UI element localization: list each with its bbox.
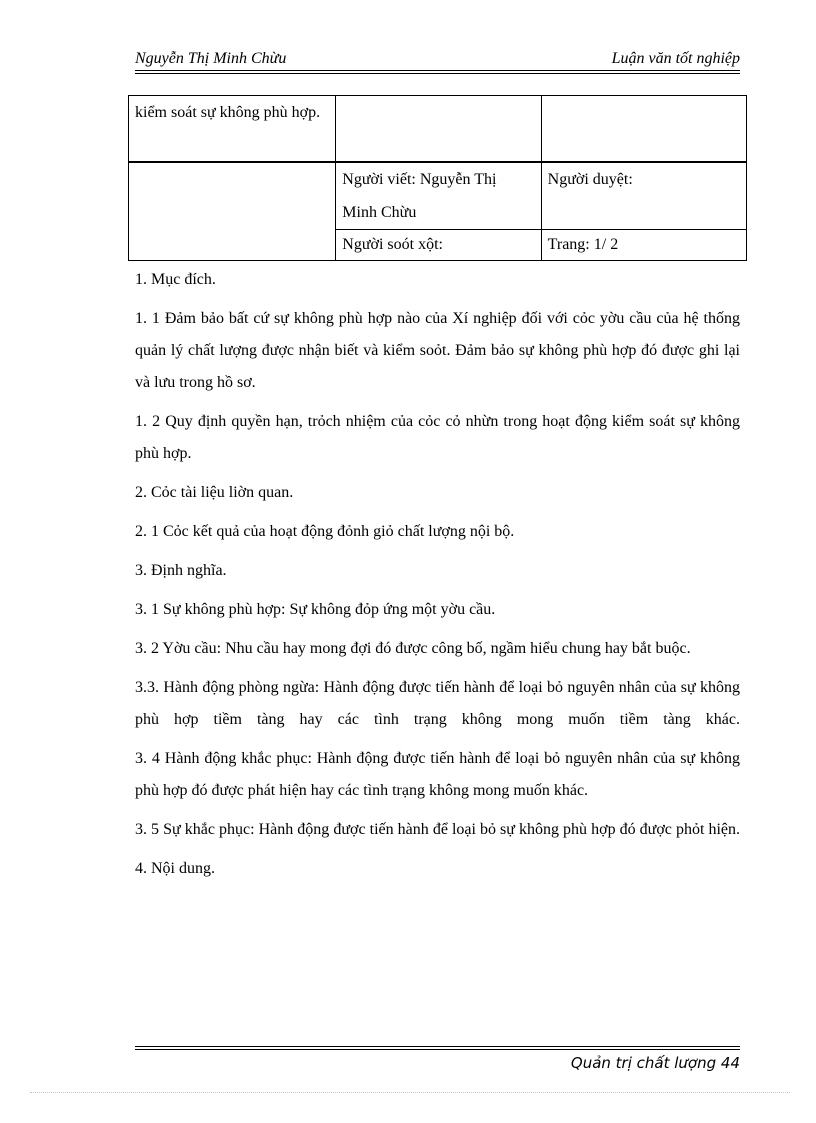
document-control-table (128, 95, 747, 261)
paragraph: 3. 5 Sự khắc phục: Hành động được tiến hành để loại bỏ sự không phù hợp đó được phỏt hiện. (135, 821, 740, 838)
paragraph: 2. 1 Cỏc kết quả của hoạt động đỏnh giỏ chất lượng nội bộ. (135, 523, 515, 540)
header-title: Luận văn tốt nghiệp (611, 50, 740, 67)
footer-text: Quản trị chất lượng 44 (570, 1054, 740, 1072)
paragraph: 1. 2 Quy định quyền hạn, trỏch nhiệm của cỏc cỏ nhừn trong hoạt động kiểm soát sự không phù hợp. (135, 413, 740, 462)
table-cell (336, 96, 541, 163)
paragraph: 3.3. Hành động phòng ngừa: Hành động được tiến hành để loại bỏ nguyên nhân của sự không phù hợp tiềm tàng hay các tình trạng không mong muốn tiềm tàng khác. (135, 679, 740, 728)
header-rule (135, 70, 740, 71)
page-header (135, 50, 740, 72)
reviewer-cell: Người soót xột: (336, 230, 541, 261)
paragraph: 3. 1 Sự không phù hợp: Sự không đỏp ứng một yờu cầu. (135, 601, 496, 618)
paragraph: 3. 4 Hành động khắc phục: Hành động được tiến hành để loại bỏ nguyên nhân của sự không phù hợp đó được phát hiện hay các tình trạng không mong muốn khác. (135, 750, 740, 799)
table-cell (541, 96, 746, 163)
heading-content: 4. Nội dung. (135, 860, 215, 877)
heading-definitions: 3. Định nghĩa. (135, 562, 227, 579)
heading-purpose: 1. Mục đích. (135, 271, 216, 288)
paragraph: 1. 1 Đảm bảo bất cứ sự không phù hợp nào của Xí nghiệp đối với cỏc yờu cầu của hệ thống quản lý chất lượng được nhận biết và kiểm soỏt. Đảm bảo sự không phù hợp đó được ghi lại và lưu trong hồ sơ. (135, 310, 740, 391)
table-cell: kiểm soát sự không phù hợp. (129, 96, 336, 163)
page-number-cell: Trang: 1/ 2 (541, 230, 746, 261)
table-row (129, 96, 747, 163)
footer-rule (135, 1049, 740, 1050)
heading-related-documents: 2. Cỏc tài liệu liờn quan. (135, 484, 294, 501)
approver-cell: Người duyệt: (541, 162, 746, 230)
page-edge-divider (30, 1092, 790, 1093)
footer-rule (135, 1046, 740, 1047)
header-author: Nguyễn Thị Minh Chừu (135, 50, 287, 67)
document-body (135, 264, 740, 892)
paragraph: 3. 2 Yờu cầu: Nhu cầu hay mong đợi đó được công bố, ngầm hiểu chung hay bắt buộc. (135, 640, 691, 657)
writer-cell: Người viết: Nguyễn Thị Minh Chừu (336, 162, 541, 230)
header-rule (135, 73, 740, 74)
table-row (129, 162, 747, 230)
table-cell (129, 162, 336, 261)
